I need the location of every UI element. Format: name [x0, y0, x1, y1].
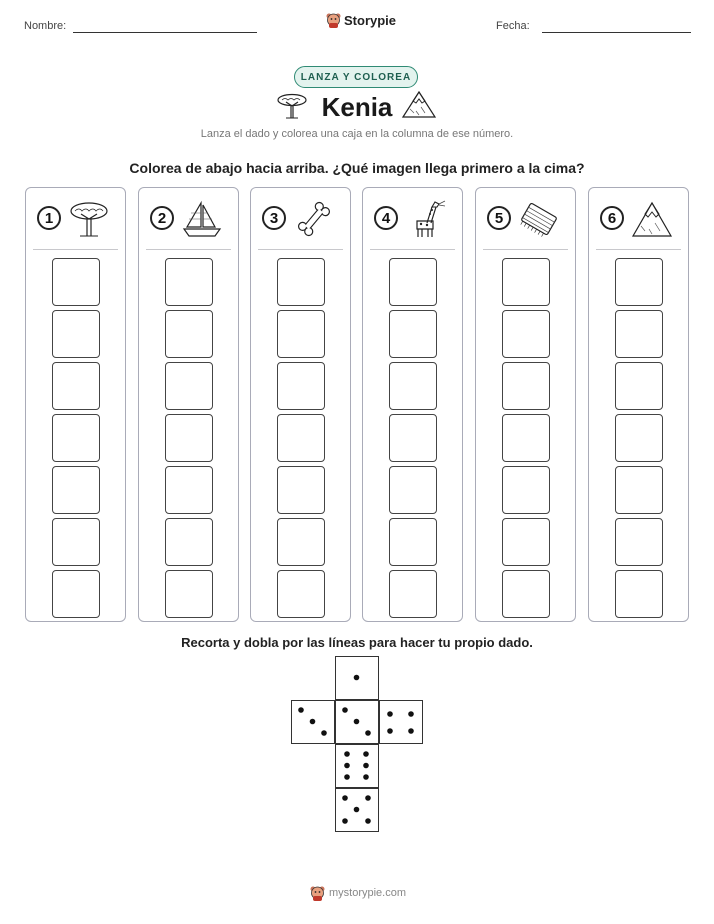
color-box[interactable] [389, 466, 437, 514]
color-box[interactable] [502, 414, 550, 462]
column-3 [250, 187, 351, 622]
color-box[interactable] [389, 258, 437, 306]
subtitle: Lanza el dado y colorea una caja en la columna de ese número. [200, 128, 514, 140]
color-box[interactable] [502, 518, 550, 566]
color-box[interactable] [52, 310, 100, 358]
column-number: 1 [37, 206, 61, 230]
giraffe-icon [405, 199, 447, 239]
column-number: 6 [600, 206, 624, 230]
die-net[interactable] [290, 656, 425, 836]
color-box[interactable] [615, 570, 663, 618]
color-box[interactable] [165, 310, 213, 358]
column-2 [138, 187, 239, 622]
color-box[interactable] [277, 466, 325, 514]
footer [310, 885, 406, 901]
column-6 [588, 187, 689, 622]
color-box[interactable] [165, 362, 213, 410]
instruction-text: Colorea de abajo hacia arriba. ¿Qué imagen llega primero a la cima? [129, 160, 585, 176]
bone-icon [293, 199, 335, 239]
color-box[interactable] [615, 466, 663, 514]
color-box[interactable] [502, 258, 550, 306]
column-divider [596, 249, 681, 250]
name-label: Nombre: [24, 20, 67, 32]
name-line[interactable] [73, 32, 257, 33]
mountain-icon [631, 199, 673, 239]
die-face-5[interactable] [335, 788, 379, 832]
color-box[interactable] [52, 414, 100, 462]
color-box[interactable] [165, 414, 213, 462]
color-box[interactable] [52, 570, 100, 618]
column-4 [362, 187, 463, 622]
bear-logo-icon [326, 12, 341, 28]
color-box[interactable] [277, 362, 325, 410]
color-box[interactable] [615, 518, 663, 566]
die-face-4[interactable] [379, 700, 423, 744]
brand-name: Storypie [344, 12, 397, 28]
column-1 [25, 187, 126, 622]
column-number: 2 [150, 206, 174, 230]
color-box[interactable] [165, 570, 213, 618]
column-divider [258, 249, 343, 250]
kikoi-cloth-icon [518, 199, 560, 239]
color-box[interactable] [389, 570, 437, 618]
color-box[interactable] [277, 414, 325, 462]
column-divider [33, 249, 118, 250]
column-divider [483, 249, 568, 250]
color-box[interactable] [502, 310, 550, 358]
column-divider [370, 249, 455, 250]
color-box[interactable] [277, 310, 325, 358]
color-box[interactable] [615, 414, 663, 462]
color-box[interactable] [389, 310, 437, 358]
die-instruction: Recorta y dobla por las líneas para hacer tu propio dado. [181, 635, 533, 650]
color-box[interactable] [502, 570, 550, 618]
color-box[interactable] [615, 310, 663, 358]
die-face-6[interactable] [335, 744, 379, 788]
die-face-3[interactable] [291, 700, 335, 744]
die-face-1[interactable] [335, 656, 379, 700]
color-box[interactable] [502, 362, 550, 410]
color-box[interactable] [277, 518, 325, 566]
bear-logo-icon [310, 885, 325, 901]
page-title: Kenia [321, 92, 393, 122]
mountain-icon [401, 89, 437, 119]
activity-badge: LANZA Y COLOREA [294, 66, 418, 88]
footer-url[interactable]: mystorypie.com [329, 887, 407, 899]
acacia-tree-icon [68, 199, 110, 239]
color-box[interactable] [615, 258, 663, 306]
column-5 [475, 187, 576, 622]
date-line[interactable] [542, 32, 691, 33]
color-box[interactable] [389, 362, 437, 410]
color-box[interactable] [165, 518, 213, 566]
date-label: Fecha: [496, 20, 530, 32]
color-box[interactable] [615, 362, 663, 410]
color-box[interactable] [165, 258, 213, 306]
color-box[interactable] [165, 466, 213, 514]
color-box[interactable] [277, 570, 325, 618]
color-box[interactable] [389, 518, 437, 566]
column-number: 3 [262, 206, 286, 230]
column-number: 5 [487, 206, 511, 230]
color-box[interactable] [52, 258, 100, 306]
color-box[interactable] [52, 466, 100, 514]
color-box[interactable] [52, 518, 100, 566]
color-box[interactable] [277, 258, 325, 306]
column-number: 4 [374, 206, 398, 230]
die-face-2[interactable] [335, 700, 379, 744]
color-box[interactable] [502, 466, 550, 514]
sailboat-icon [181, 199, 223, 239]
color-box[interactable] [52, 362, 100, 410]
brand-logo [326, 12, 396, 28]
color-box[interactable] [389, 414, 437, 462]
column-divider [146, 249, 231, 250]
